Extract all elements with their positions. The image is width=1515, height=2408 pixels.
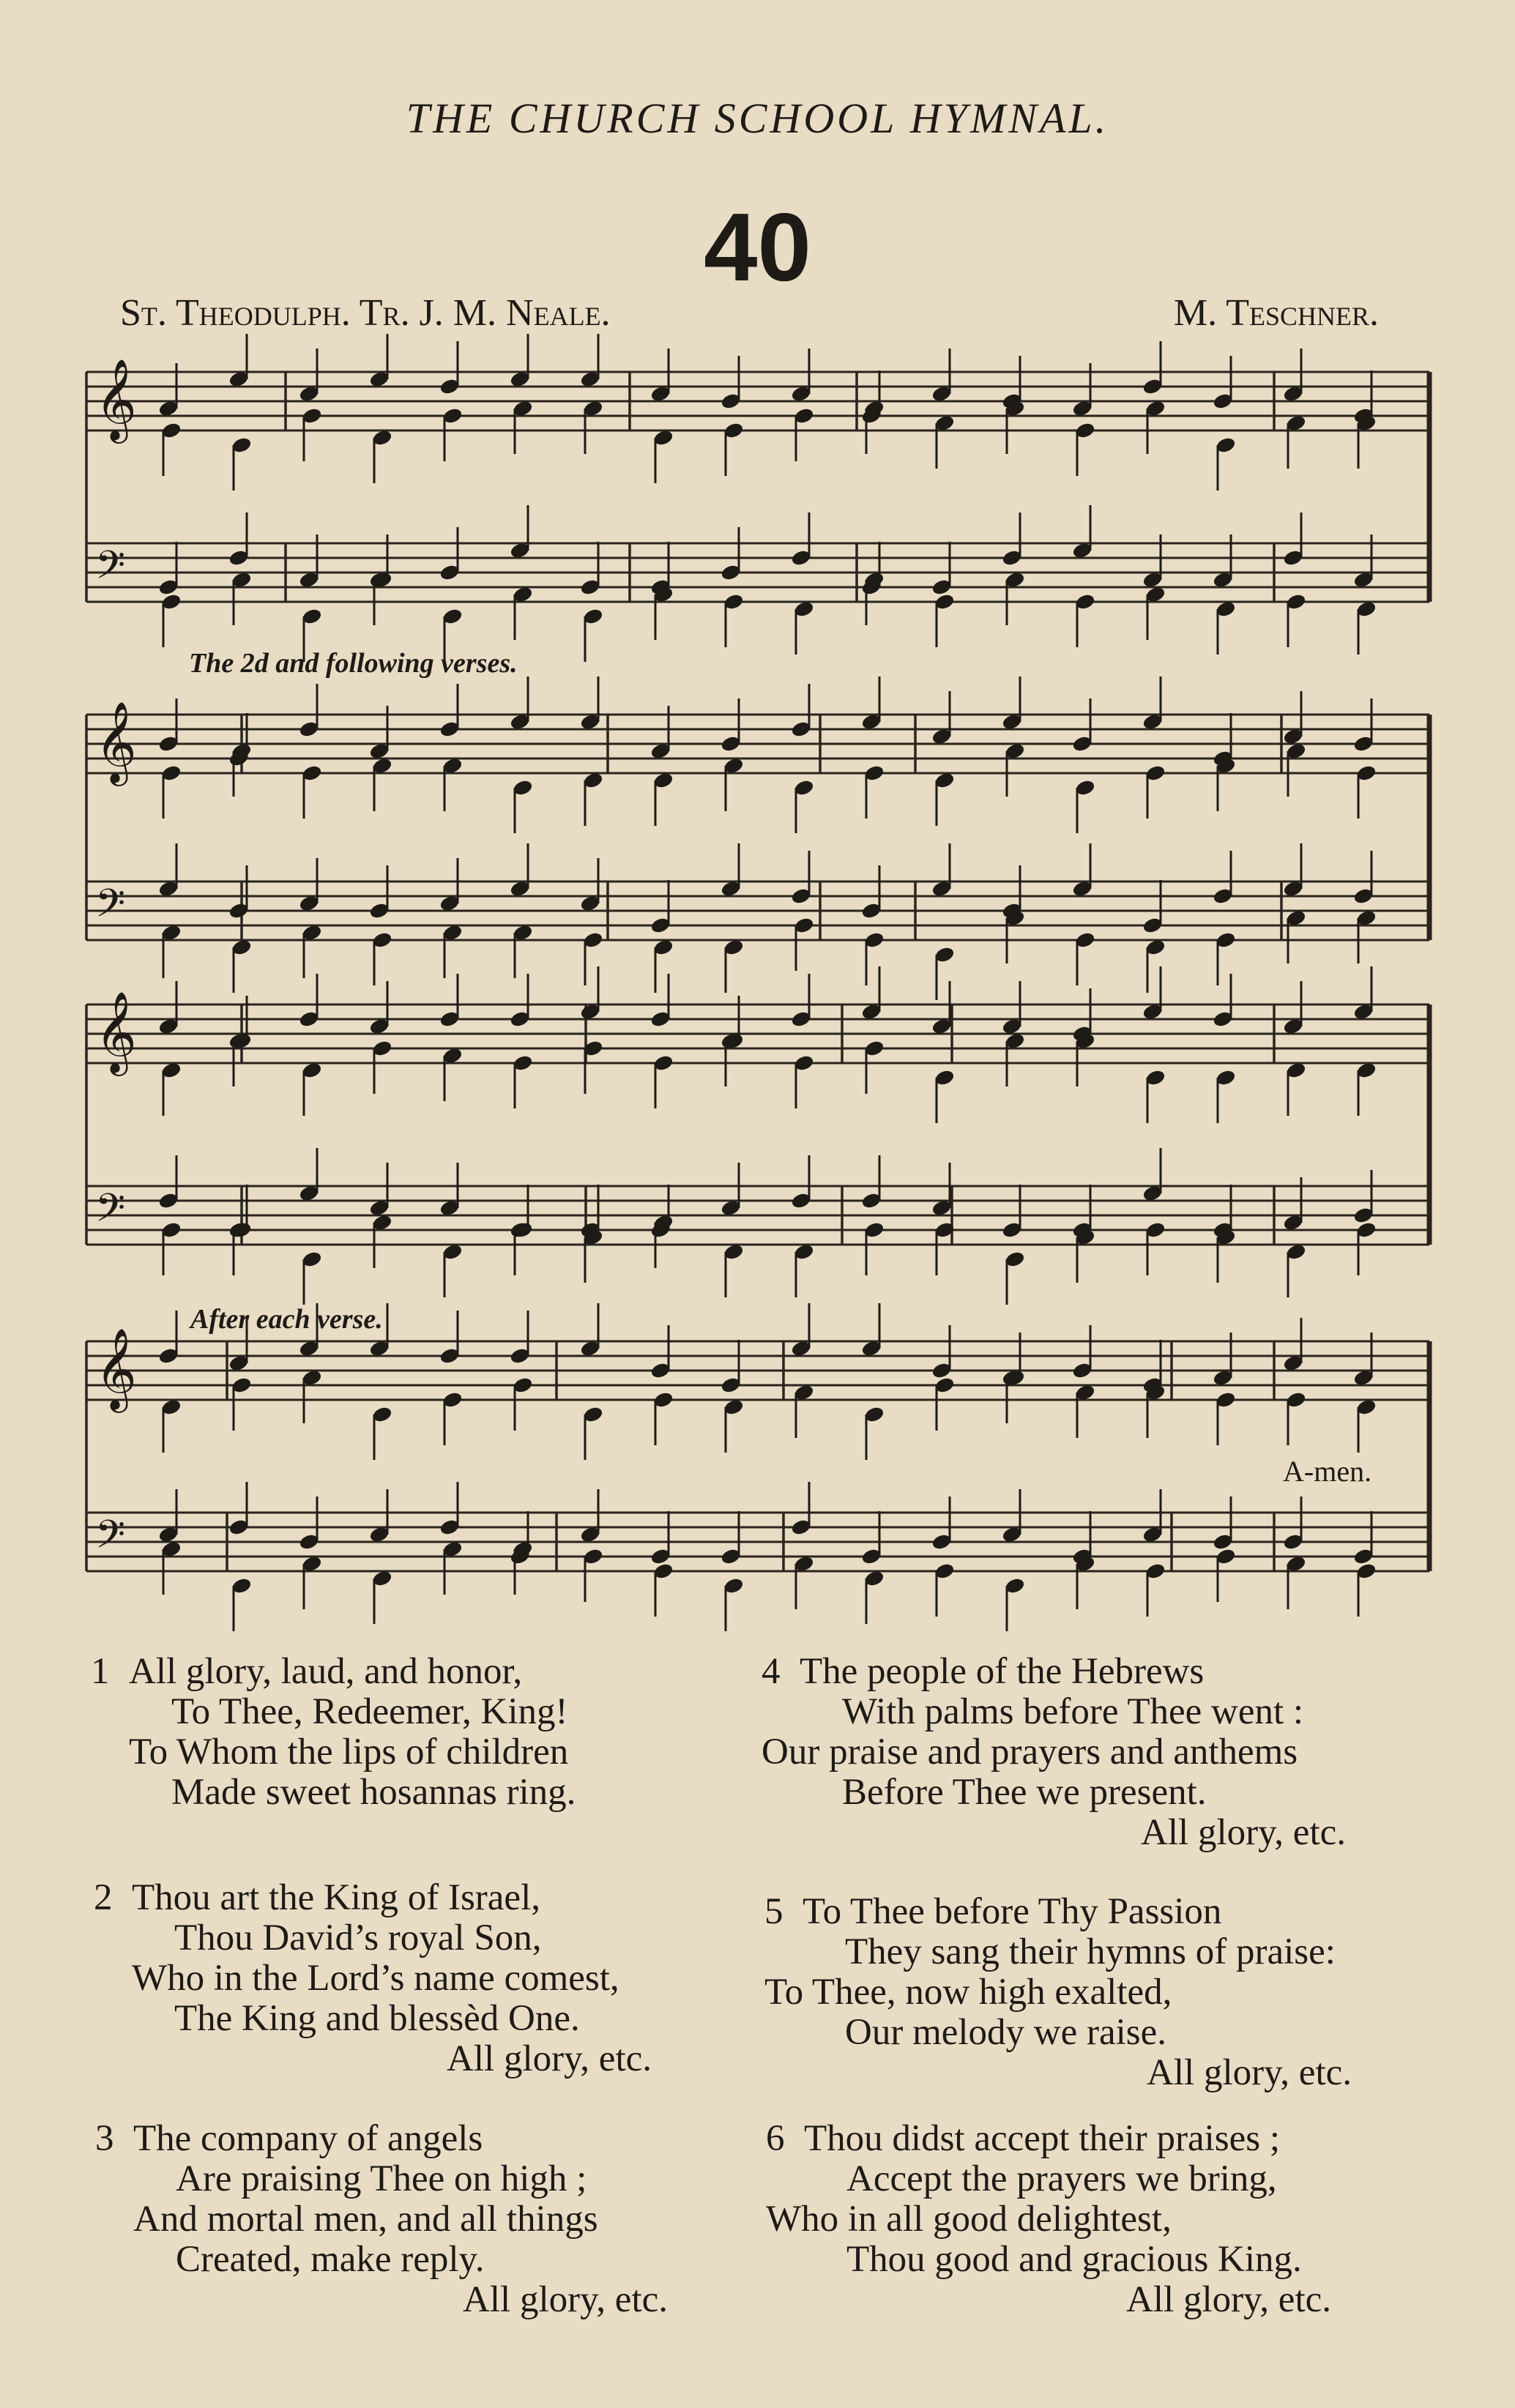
verse-line: They sang their hymns of praise: [845,1931,1336,1972]
clefs [95,358,137,1567]
verse-line: Our melody we raise. [845,2012,1167,2053]
notes [158,334,1377,1631]
verse-number: 5 [764,1891,783,1932]
verse-line: Accept the prayers we bring, [846,2158,1277,2199]
verse-refrain: All glory, etc. [1141,1812,1346,1853]
verse-refrain: All glory, etc. [1126,2279,1331,2320]
verse-line: Thou didst accept their praises ; [804,2118,1281,2159]
verse-line: To Thee before Thy Passion [803,1891,1222,1932]
bass-clef: 𝄢 [95,1513,126,1567]
verse-2 [94,1877,732,2079]
verse-line: Are praising Thee on high ; [176,2158,587,2199]
verse-line: Our praise and prayers and anthems [762,1732,1298,1773]
verse-line: To Thee, Redeemer, King! [171,1691,568,1732]
treble-clef: 𝄞 [95,1327,137,1409]
second-verses-note: The 2d and following verses. [189,648,518,679]
verse-line: The King and blessèd One. [174,1998,580,2039]
treble-clef: 𝄞 [95,358,137,440]
running-title: THE CHURCH SCHOOL HYMNAL. [406,94,1109,142]
verse-5 [764,1891,1440,2093]
verse-line: Created, make reply. [176,2239,485,2280]
tune-attribution: St. Theodulph. Tr. J. M. Neale. [120,292,611,334]
bass-clef: 𝄢 [95,1186,126,1240]
amen-label: A-men. [1283,1455,1372,1488]
verse-number: 3 [95,2118,114,2159]
verse-line: And mortal men, and all things [133,2199,598,2240]
treble-clef: 𝄞 [95,701,137,783]
verse-line: With palms before Thee went : [842,1691,1304,1732]
treble-clef: 𝄞 [95,991,137,1073]
composer-attribution: M. Teschner. [1173,292,1379,334]
verse-refrain: All glory, etc. [463,2279,668,2320]
hymn-number: 40 [704,193,811,301]
bar-lines [86,372,1429,1571]
verse-line: To Thee, now high exalted, [764,1972,1172,2013]
verse-number: 1 [91,1651,110,1692]
bass-clef: 𝄢 [95,881,126,936]
bass-clef: 𝄢 [95,543,126,597]
verse-line: Thou David’s royal Son, [174,1917,542,1958]
verse-number: 4 [762,1651,781,1692]
verse-line: Who in the Lord’s name comest, [132,1958,619,1999]
verse-line: The people of the Hebrews [800,1651,1205,1692]
verse-line: Who in all good delightest, [766,2199,1172,2240]
verse-line: Thou art the King of Israel, [132,1877,540,1918]
staff-lines [86,372,1429,1571]
verse-4 [762,1651,1437,1853]
verse-1 [91,1651,576,1813]
verse-line: Before Thee we present. [842,1772,1207,1813]
verse-line: The company of angels [133,2118,483,2159]
verse-number: 2 [94,1877,113,1918]
verse-line: Thou good and gracious King. [846,2239,1302,2280]
verse-line: Made sweet hosannas ring. [171,1772,576,1813]
verse-line: To Whom the lips of children [129,1732,569,1773]
verse-refrain: All glory, etc. [1147,2052,1352,2093]
verse-number: 6 [766,2118,785,2159]
verse-line: All glory, laud, and honor, [129,1651,523,1692]
verse-refrain: All glory, etc. [447,2038,652,2079]
after-each-verse-note: After each verse. [190,1304,383,1335]
verse-3 [95,2118,734,2320]
verse-6 [766,2118,1441,2320]
